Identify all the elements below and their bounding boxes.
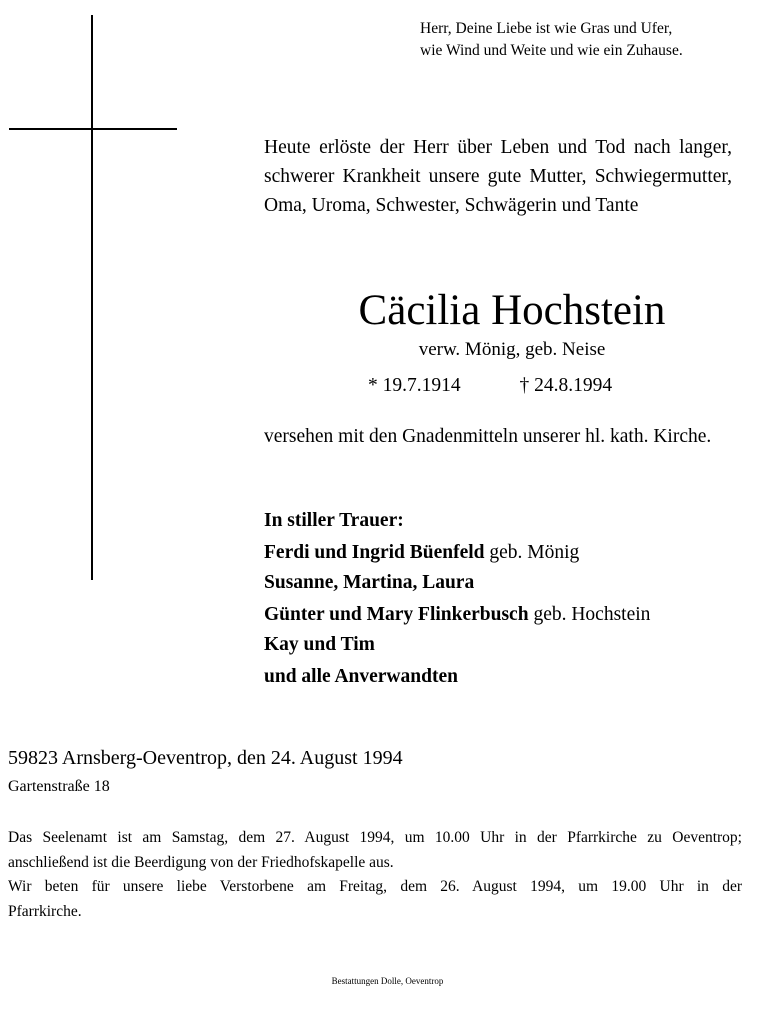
mourner-family-2-children: Kay und Tim	[264, 634, 375, 655]
service-note-line-4: Pfarrkirche.	[8, 902, 82, 920]
service-notes	[8, 826, 742, 924]
place-and-date: 59823 Arnsberg-Oeventrop, den 24. August 1994	[8, 747, 403, 769]
mourner-others: und alle Anverwandten	[264, 666, 458, 687]
mourner-family-1-suffix: geb. Mönig	[484, 542, 580, 563]
mourner-family-1-children: Susanne, Martina, Laura	[264, 572, 475, 593]
mourner-family-1	[264, 538, 734, 568]
deceased-name: Cäcilia Hochstein	[358, 287, 666, 334]
cross-vertical-bar	[91, 15, 93, 580]
death-date: † 24.8.1994	[519, 375, 613, 396]
service-note-line-2: anschließend ist die Beerdigung von der Friedhofskapelle aus.	[8, 853, 394, 871]
mourner-family-2-name: Günter und Mary Flinkerbusch	[264, 604, 529, 625]
service-note-line-1: Das Seelenamt ist am Samstag, dem 27. August 1994, um 10.00 Uhr in der Pfarrkirche zu Oeventrop;	[8, 829, 742, 846]
mourners-block	[264, 506, 734, 692]
mourners-heading: In stiller Trauer:	[264, 510, 404, 531]
street-address: Gartenstraße 18	[8, 778, 110, 795]
deceased-birth-names: verw. Mönig, geb. Neise	[418, 339, 606, 360]
motto-verse	[420, 18, 740, 62]
mourner-family-1-name: Ferdi und Ingrid Büenfeld	[264, 542, 485, 563]
cross-horizontal-bar	[9, 128, 177, 130]
motto-line-1: Herr, Deine Liebe ist wie Gras und Ufer,	[420, 20, 673, 37]
life-dates	[368, 373, 612, 399]
service-note-line-3: Wir beten für unsere liebe Verstorbene am Freitag, dem 26. August 1994, um 19.00 Uhr in der	[8, 878, 742, 895]
mourner-family-2	[264, 600, 734, 630]
intro-text: Heute erlöste der Herr über Leben und Tod nach langer, schwerer Krankheit unsere gute Mutter, Schwiegermutter, Oma, Uroma, Schwester, Schwägerin und Tante	[264, 137, 732, 216]
mourner-family-2-suffix: geb. Hochstein	[528, 604, 651, 625]
motto-line-2: wie Wind und Weite und wie ein Zuhause.	[420, 42, 683, 59]
church-text: versehen mit den Gnadenmitteln unserer hl. kath. Kirche.	[264, 426, 712, 447]
birth-date: * 19.7.1914	[368, 375, 461, 396]
funeral-home-credit: Bestattungen Dolle, Oeventrop	[331, 976, 444, 986]
